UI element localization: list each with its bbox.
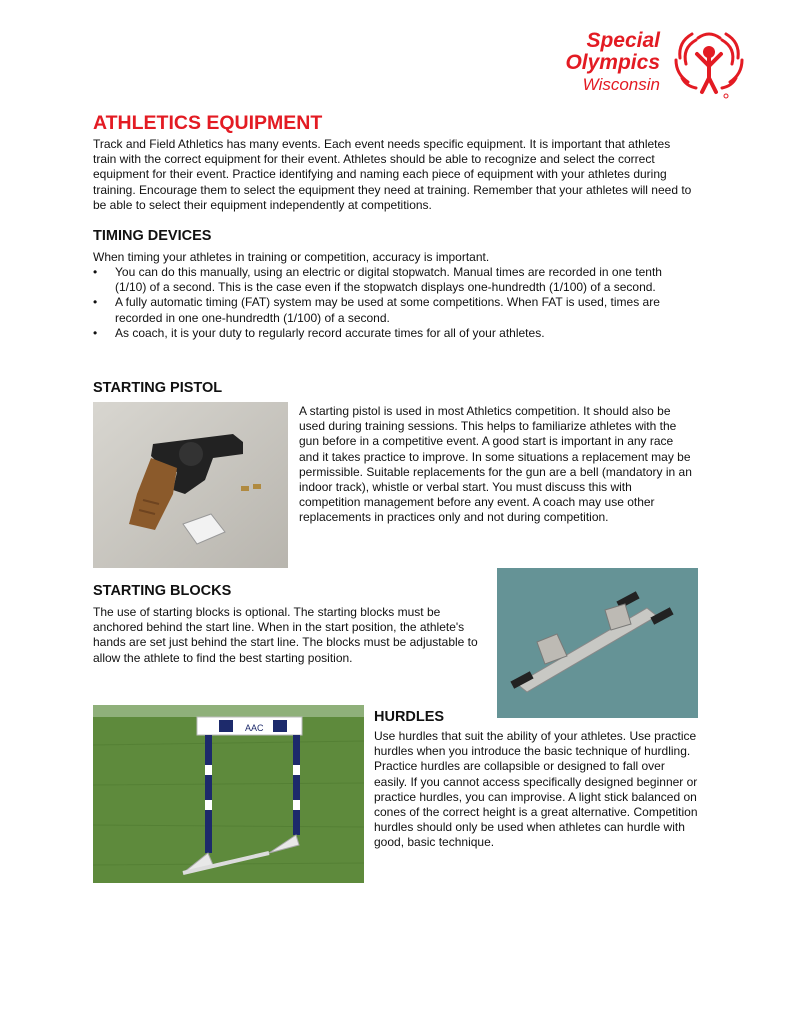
timing-devices-heading: TIMING DEVICES <box>93 228 212 244</box>
intro-paragraph: Track and Field Athletics has many events. Each event needs specific equipment. It is important that athletes train with the correct equipment for their event. Athletes should be able to recognize and select the correct equipment for their event. Practice identifying and naming each piece of equipment with your athletes during training. Encourage them to select the equipment they need at training. Remember that your athletes will need to be able to select their equipment independently at competitions. <box>93 137 692 212</box>
timing-bullet-coach-duty: • As coach, it is your duty to regularly record accurate times for all of your athletes. <box>93 326 693 341</box>
starting-pistol-heading: STARTING PISTOL <box>93 380 223 396</box>
timing-bullet-stopwatch: • You can do this manually, using an electric or digital stopwatch. Manual times are recorded in one tenth (1/10) of a second. This is the case even if the stopwatch displays one-hundredth (1/100) of a second. <box>93 265 693 295</box>
starting-pistol-photo <box>93 402 288 568</box>
starting-blocks-photo <box>497 568 698 718</box>
timing-bullet-fat: • A fully automatic timing (FAT) system may be used at some competitions. When FAT is used, times are recorded in one one-hundredth (1/100) of a second. <box>93 295 693 325</box>
timing-lead-text: When timing your athletes in training or competition, accuracy is important. <box>93 250 490 264</box>
logo-text-wisconsin: Wisconsin <box>582 75 660 94</box>
logo-text-special: Special <box>586 29 660 52</box>
hurdle-crossbar-label: AAC <box>245 723 264 733</box>
starting-pistol-text: A starting pistol is used in most Athletics competition. It should also be used during training sessions. This helps to familiarize athletes with the gun before in a competitive event. A good start is important in any race and it takes practice to improve. In some situations a replacement may be permissible. Suitable replacements for the gun are a bell (mandatory in an indoor track), whistle or verbal start. You must discuss this with competition management before any event. A coach may use other replacements in practices only and not during competition. <box>299 404 692 525</box>
starting-blocks-text: The use of starting blocks is optional. The starting blocks must be anchored behind the start line. When in the start position, the athlete's hands are set just behind the start line. The blocks must be adjustable to allow the athlete to find the best starting position. <box>93 605 478 665</box>
starting-blocks-heading: STARTING BLOCKS <box>93 583 232 599</box>
timing-bullet-list <box>93 265 693 341</box>
logo-text-olympics: Olympics <box>565 51 660 74</box>
special-olympics-emblem-icon <box>668 24 750 102</box>
hurdles-photo <box>93 705 364 883</box>
hurdles-heading: HURDLES <box>374 709 445 725</box>
hurdles-text: Use hurdles that suit the ability of your athletes. Use practice hurdles when you introduce the basic technique of hurdling. Practice hurdles are collapsible or designed to fall over easily. If you cannot access specifically designed beginner or practice hurdles, you can improvise. A light stick balanced on cones of the correct height is a great alternative. Competition hurdles should only be used when athletes can hurdle with good, basic technique. <box>374 729 698 850</box>
page-title: ATHLETICS EQUIPMENT <box>93 112 323 134</box>
